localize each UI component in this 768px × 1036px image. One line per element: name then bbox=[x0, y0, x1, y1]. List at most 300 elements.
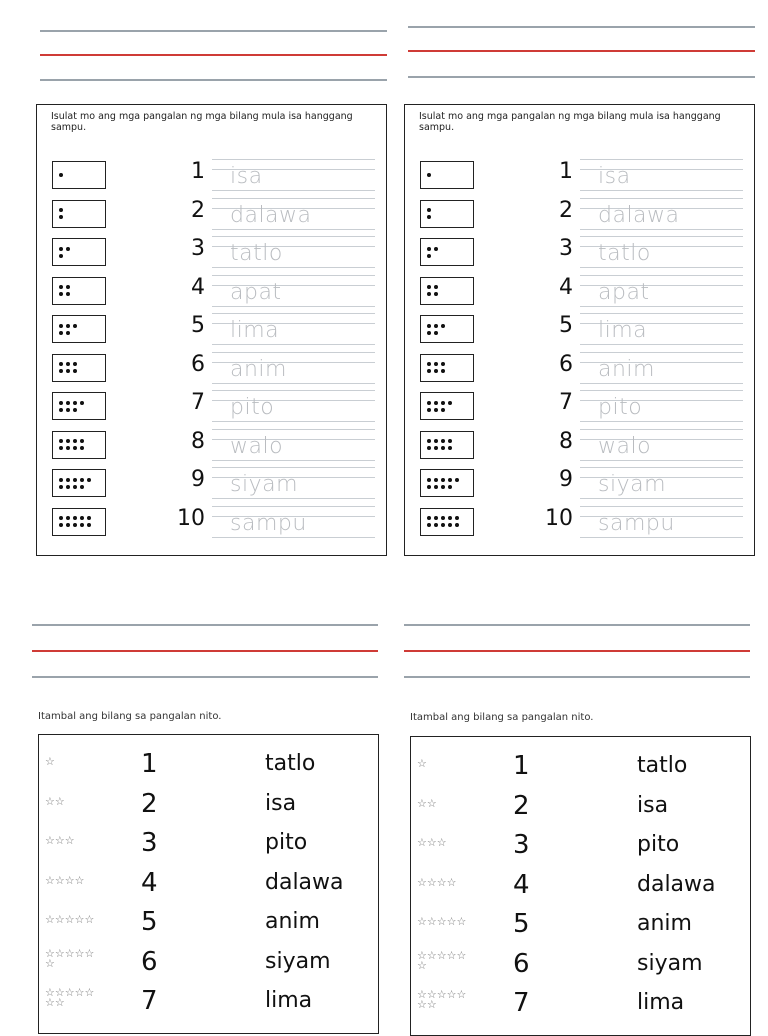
number-label: 4 bbox=[559, 274, 573, 300]
count-dot bbox=[73, 408, 77, 412]
matching-row bbox=[411, 870, 750, 910]
writing-worksheet bbox=[404, 104, 755, 556]
writing-line bbox=[212, 537, 375, 538]
count-dot bbox=[448, 439, 452, 443]
count-dot bbox=[80, 485, 84, 489]
worksheet-row bbox=[405, 348, 754, 386]
matching-row bbox=[411, 751, 750, 791]
count-dot bbox=[434, 247, 438, 251]
star-icon: ☆☆ bbox=[417, 998, 437, 1011]
count-dot bbox=[434, 369, 438, 373]
writing-lines[interactable] bbox=[212, 198, 375, 230]
count-dot bbox=[441, 446, 445, 450]
match-word: siyam bbox=[637, 950, 703, 976]
writing-line bbox=[212, 275, 375, 276]
count-dot bbox=[59, 478, 63, 482]
star-icon: ☆ bbox=[45, 755, 55, 768]
dot-count-box bbox=[52, 315, 106, 343]
count-dot bbox=[66, 247, 70, 251]
count-dot bbox=[448, 516, 452, 520]
match-word: dalawa bbox=[265, 869, 344, 895]
match-number: 2 bbox=[513, 790, 530, 821]
writing-lines[interactable] bbox=[212, 313, 375, 345]
match-number: 2 bbox=[141, 788, 158, 819]
guide-line-bottom bbox=[404, 676, 750, 678]
match-number: 4 bbox=[513, 869, 530, 900]
star-icon: ☆ bbox=[417, 958, 427, 972]
writing-line bbox=[212, 306, 375, 307]
writing-lines[interactable] bbox=[212, 467, 375, 499]
count-dot bbox=[448, 523, 452, 527]
dot-count-box bbox=[52, 508, 106, 536]
star-icon: ☆ bbox=[45, 956, 55, 970]
count-dot bbox=[434, 478, 438, 482]
writing-line bbox=[580, 467, 743, 468]
match-word: lima bbox=[265, 988, 313, 1013]
trace-word: anim bbox=[598, 356, 655, 382]
match-word: siyam bbox=[265, 948, 331, 974]
writing-lines[interactable] bbox=[580, 390, 743, 422]
writing-line bbox=[212, 506, 375, 507]
count-dot bbox=[66, 285, 70, 289]
worksheet-row bbox=[405, 309, 754, 347]
count-dot bbox=[434, 439, 438, 443]
count-dot bbox=[434, 331, 438, 335]
worksheet-row bbox=[37, 348, 386, 386]
star-icon: ☆☆☆☆☆ bbox=[417, 915, 467, 928]
count-dot bbox=[59, 369, 63, 373]
count-dot bbox=[434, 362, 438, 366]
writing-line bbox=[212, 190, 375, 191]
star-count bbox=[45, 836, 135, 846]
writing-line bbox=[212, 352, 375, 353]
worksheet-row bbox=[405, 425, 754, 463]
star-icon: ☆☆ bbox=[417, 796, 437, 810]
count-dot bbox=[427, 331, 431, 335]
writing-line bbox=[580, 506, 743, 507]
star-icon: ☆☆☆☆☆ bbox=[45, 946, 95, 960]
matching-row bbox=[39, 986, 378, 1026]
count-dot bbox=[87, 516, 91, 520]
trace-word: apat bbox=[230, 279, 282, 305]
number-label: 2 bbox=[559, 197, 573, 223]
count-dot bbox=[59, 285, 63, 289]
dot-count-box bbox=[420, 161, 474, 189]
writing-line bbox=[580, 390, 743, 391]
worksheet-row bbox=[405, 232, 754, 270]
count-dot bbox=[66, 516, 70, 520]
count-dot bbox=[441, 516, 445, 520]
count-dot bbox=[66, 408, 70, 412]
match-word: isa bbox=[637, 792, 669, 818]
writing-lines[interactable] bbox=[580, 198, 743, 230]
writing-line bbox=[580, 383, 743, 384]
count-dot bbox=[448, 478, 452, 482]
count-dot bbox=[448, 485, 452, 489]
guide-line-bottom bbox=[40, 79, 387, 81]
star-icon: ☆☆ bbox=[45, 996, 65, 1009]
count-dot bbox=[427, 173, 431, 177]
count-dot bbox=[434, 485, 438, 489]
dot-count-box bbox=[52, 354, 106, 382]
worksheet-row bbox=[405, 463, 754, 501]
count-dot bbox=[66, 523, 70, 527]
match-word: isa bbox=[265, 790, 297, 816]
count-dot bbox=[87, 523, 91, 527]
writing-line bbox=[580, 267, 743, 268]
trace-word: walo bbox=[598, 433, 652, 459]
match-word: pito bbox=[265, 830, 308, 855]
match-number: 6 bbox=[513, 948, 530, 979]
count-dot bbox=[427, 523, 431, 527]
star-icon: ☆☆☆☆☆ bbox=[45, 913, 95, 926]
count-dot bbox=[73, 401, 77, 405]
count-dot bbox=[66, 324, 70, 328]
count-dot bbox=[427, 408, 431, 412]
star-icon: ☆ bbox=[417, 757, 427, 770]
count-dot bbox=[66, 439, 70, 443]
worksheet-row bbox=[405, 155, 754, 193]
star-count bbox=[45, 988, 135, 1008]
dot-count-box bbox=[420, 392, 474, 420]
writing-line bbox=[212, 429, 375, 430]
match-number: 7 bbox=[513, 988, 530, 1018]
number-label: 5 bbox=[191, 313, 205, 338]
writing-line bbox=[580, 460, 743, 461]
trace-word: sampu bbox=[598, 510, 675, 536]
count-dot bbox=[434, 285, 438, 289]
writing-lines[interactable] bbox=[580, 506, 743, 538]
dot-count-box bbox=[52, 431, 106, 459]
count-dot bbox=[59, 362, 63, 366]
star-count bbox=[417, 796, 507, 810]
count-dot bbox=[73, 523, 77, 527]
number-label: 7 bbox=[559, 390, 573, 415]
writing-line bbox=[212, 198, 375, 199]
star-count bbox=[417, 948, 507, 972]
dot-count-box bbox=[420, 277, 474, 305]
number-label: 4 bbox=[191, 274, 205, 300]
writing-lines[interactable] bbox=[212, 352, 375, 384]
writing-lines[interactable] bbox=[580, 467, 743, 499]
count-dot bbox=[80, 401, 84, 405]
count-dot bbox=[59, 247, 63, 251]
number-label: 2 bbox=[191, 197, 205, 223]
number-label: 9 bbox=[191, 467, 205, 492]
count-dot bbox=[59, 401, 63, 405]
star-icon: ☆☆☆☆☆ bbox=[417, 948, 467, 962]
count-dot bbox=[59, 439, 63, 443]
writing-lines[interactable] bbox=[580, 236, 743, 268]
writing-worksheet bbox=[36, 104, 387, 556]
trace-word: anim bbox=[230, 356, 287, 382]
number-label: 7 bbox=[191, 390, 205, 415]
writing-line bbox=[580, 198, 743, 199]
writing-line bbox=[580, 421, 743, 422]
star-count bbox=[45, 946, 135, 970]
count-dot bbox=[448, 446, 452, 450]
writing-line bbox=[212, 460, 375, 461]
trace-word: siyam bbox=[598, 472, 667, 497]
trace-word: lima bbox=[598, 318, 648, 343]
guide-line-mid bbox=[408, 50, 755, 52]
count-dot bbox=[59, 408, 63, 412]
star-count bbox=[45, 757, 135, 767]
count-dot bbox=[59, 254, 63, 258]
count-dot bbox=[427, 401, 431, 405]
match-word: tatlo bbox=[265, 751, 316, 776]
star-count bbox=[417, 990, 507, 1010]
count-dot bbox=[441, 408, 445, 412]
count-dot bbox=[434, 408, 438, 412]
writing-line bbox=[580, 344, 743, 345]
worksheet-row bbox=[37, 463, 386, 501]
count-dot bbox=[73, 369, 77, 373]
writing-lines[interactable] bbox=[212, 506, 375, 538]
match-number: 3 bbox=[141, 828, 158, 858]
worksheet-row bbox=[405, 386, 754, 424]
dot-count-box bbox=[420, 200, 474, 228]
matching-row bbox=[39, 947, 378, 987]
number-label: 8 bbox=[191, 428, 205, 454]
guide-line-mid bbox=[40, 54, 387, 56]
dot-count-box bbox=[420, 315, 474, 343]
writing-line bbox=[212, 313, 375, 314]
worksheet-row bbox=[37, 271, 386, 309]
worksheet-row bbox=[37, 309, 386, 347]
trace-word: walo bbox=[230, 433, 284, 459]
count-dot bbox=[427, 362, 431, 366]
writing-line bbox=[580, 352, 743, 353]
count-dot bbox=[427, 292, 431, 296]
guide-line-top bbox=[408, 26, 755, 28]
number-label: 3 bbox=[559, 236, 573, 261]
writing-lines[interactable] bbox=[580, 313, 743, 345]
writing-line bbox=[212, 159, 375, 160]
matching-row bbox=[411, 949, 750, 989]
worksheet-row bbox=[37, 232, 386, 270]
writing-lines[interactable] bbox=[212, 429, 375, 461]
star-count bbox=[417, 759, 507, 769]
star-count bbox=[45, 915, 135, 925]
count-dot bbox=[59, 446, 63, 450]
star-icon: ☆☆☆☆☆ bbox=[417, 988, 467, 1001]
number-label: 1 bbox=[191, 159, 205, 184]
worksheet-row bbox=[37, 194, 386, 232]
worksheet-row bbox=[405, 194, 754, 232]
count-dot bbox=[427, 208, 431, 212]
number-label: 9 bbox=[559, 467, 573, 492]
guide-line-top bbox=[32, 624, 378, 626]
count-dot bbox=[441, 439, 445, 443]
count-dot bbox=[441, 362, 445, 366]
writing-line bbox=[212, 383, 375, 384]
count-dot bbox=[441, 324, 445, 328]
number-label: 1 bbox=[559, 159, 573, 184]
worksheet-row bbox=[37, 425, 386, 463]
writing-line bbox=[580, 306, 743, 307]
writing-line bbox=[212, 390, 375, 391]
dot-count-box bbox=[420, 469, 474, 497]
matching-worksheet bbox=[38, 734, 379, 1034]
number-label: 10 bbox=[177, 505, 205, 531]
trace-word: dalawa bbox=[598, 202, 680, 228]
writing-line bbox=[580, 190, 743, 191]
writing-lines[interactable] bbox=[212, 236, 375, 268]
worksheet-instruction: Isulat mo ang mga pangalan ng mga bilang mula isa hanggang sampu. bbox=[51, 111, 353, 133]
guide-line-mid bbox=[404, 650, 750, 652]
trace-word: tatlo bbox=[230, 241, 283, 266]
count-dot bbox=[427, 485, 431, 489]
match-word: lima bbox=[637, 990, 685, 1015]
count-dot bbox=[73, 516, 77, 520]
dot-count-box bbox=[420, 508, 474, 536]
count-dot bbox=[434, 446, 438, 450]
worksheet-row bbox=[37, 155, 386, 193]
guide-line-bottom bbox=[32, 676, 378, 678]
count-dot bbox=[427, 516, 431, 520]
trace-word: pito bbox=[230, 395, 275, 420]
match-number: 6 bbox=[141, 946, 158, 977]
worksheet-row bbox=[37, 386, 386, 424]
trace-word: isa bbox=[230, 164, 263, 189]
matching-worksheet bbox=[410, 736, 751, 1036]
count-dot bbox=[73, 446, 77, 450]
count-dot bbox=[73, 439, 77, 443]
count-dot bbox=[434, 292, 438, 296]
match-number: 5 bbox=[141, 907, 158, 937]
count-dot bbox=[66, 292, 70, 296]
count-dot bbox=[80, 439, 84, 443]
match-word: tatlo bbox=[637, 753, 688, 778]
writing-lines[interactable] bbox=[212, 275, 375, 307]
match-word: dalawa bbox=[637, 871, 716, 897]
star-icon: ☆☆☆ bbox=[45, 834, 75, 847]
count-dot bbox=[441, 369, 445, 373]
count-dot bbox=[66, 446, 70, 450]
count-dot bbox=[66, 362, 70, 366]
number-label: 8 bbox=[559, 428, 573, 454]
count-dot bbox=[427, 446, 431, 450]
dot-count-box bbox=[52, 277, 106, 305]
count-dot bbox=[59, 485, 63, 489]
number-label: 6 bbox=[559, 351, 573, 377]
count-dot bbox=[80, 516, 84, 520]
matching-instruction: Itambal ang bilang sa pangalan nito. bbox=[410, 712, 594, 723]
number-label: 5 bbox=[559, 313, 573, 338]
writing-line bbox=[580, 275, 743, 276]
count-dot bbox=[66, 478, 70, 482]
writing-lines[interactable] bbox=[212, 159, 375, 191]
trace-word: isa bbox=[598, 164, 631, 189]
matching-row bbox=[411, 909, 750, 949]
count-dot bbox=[59, 215, 63, 219]
count-dot bbox=[455, 478, 459, 482]
star-count bbox=[45, 873, 135, 887]
number-label: 3 bbox=[191, 236, 205, 261]
count-dot bbox=[427, 324, 431, 328]
count-dot bbox=[66, 485, 70, 489]
count-dot bbox=[441, 485, 445, 489]
writing-line bbox=[580, 229, 743, 230]
count-dot bbox=[441, 523, 445, 527]
dot-count-box bbox=[420, 238, 474, 266]
trace-word: sampu bbox=[230, 510, 307, 536]
match-number: 3 bbox=[513, 830, 530, 860]
star-icon: ☆☆☆ bbox=[417, 836, 447, 849]
writing-line bbox=[580, 429, 743, 430]
count-dot bbox=[87, 478, 91, 482]
count-dot bbox=[80, 523, 84, 527]
worksheet-instruction: Isulat mo ang mga pangalan ng mga bilang mula isa hanggang sampu. bbox=[419, 111, 721, 133]
count-dot bbox=[448, 401, 452, 405]
dot-count-box bbox=[52, 238, 106, 266]
matching-row bbox=[411, 791, 750, 831]
writing-line bbox=[580, 498, 743, 499]
writing-lines[interactable] bbox=[580, 275, 743, 307]
writing-lines[interactable] bbox=[580, 429, 743, 461]
number-label: 6 bbox=[191, 351, 205, 377]
count-dot bbox=[59, 331, 63, 335]
dot-count-box bbox=[52, 392, 106, 420]
writing-lines[interactable] bbox=[580, 159, 743, 191]
trace-word: siyam bbox=[230, 472, 299, 497]
count-dot bbox=[73, 324, 77, 328]
writing-line bbox=[580, 236, 743, 237]
match-number: 5 bbox=[513, 909, 530, 939]
match-word: anim bbox=[637, 911, 692, 936]
star-icon: ☆☆☆☆ bbox=[45, 873, 85, 887]
count-dot bbox=[455, 523, 459, 527]
writing-lines[interactable] bbox=[580, 352, 743, 384]
matching-instruction: Itambal ang bilang sa pangalan nito. bbox=[38, 711, 222, 722]
count-dot bbox=[427, 478, 431, 482]
guide-line-bottom bbox=[408, 76, 755, 78]
writing-line bbox=[212, 236, 375, 237]
count-dot bbox=[427, 439, 431, 443]
matching-row bbox=[39, 868, 378, 908]
star-icon: ☆☆☆☆☆ bbox=[45, 986, 95, 999]
writing-lines[interactable] bbox=[212, 390, 375, 422]
star-icon: ☆☆☆☆ bbox=[417, 875, 457, 889]
star-count bbox=[417, 838, 507, 848]
writing-line bbox=[580, 159, 743, 160]
count-dot bbox=[434, 401, 438, 405]
trace-word: pito bbox=[598, 395, 643, 420]
worksheet-row bbox=[405, 502, 754, 540]
count-dot bbox=[80, 446, 84, 450]
star-count bbox=[417, 875, 507, 889]
matching-row bbox=[411, 830, 750, 870]
count-dot bbox=[59, 208, 63, 212]
match-number: 4 bbox=[141, 867, 158, 898]
count-dot bbox=[73, 362, 77, 366]
count-dot bbox=[427, 369, 431, 373]
match-number: 7 bbox=[141, 986, 158, 1016]
count-dot bbox=[441, 478, 445, 482]
star-count bbox=[45, 794, 135, 808]
matching-row bbox=[39, 828, 378, 868]
count-dot bbox=[427, 247, 431, 251]
matching-row bbox=[39, 789, 378, 829]
count-dot bbox=[427, 285, 431, 289]
count-dot bbox=[59, 173, 63, 177]
count-dot bbox=[427, 254, 431, 258]
writing-line bbox=[212, 467, 375, 468]
count-dot bbox=[434, 324, 438, 328]
count-dot bbox=[73, 478, 77, 482]
count-dot bbox=[80, 478, 84, 482]
